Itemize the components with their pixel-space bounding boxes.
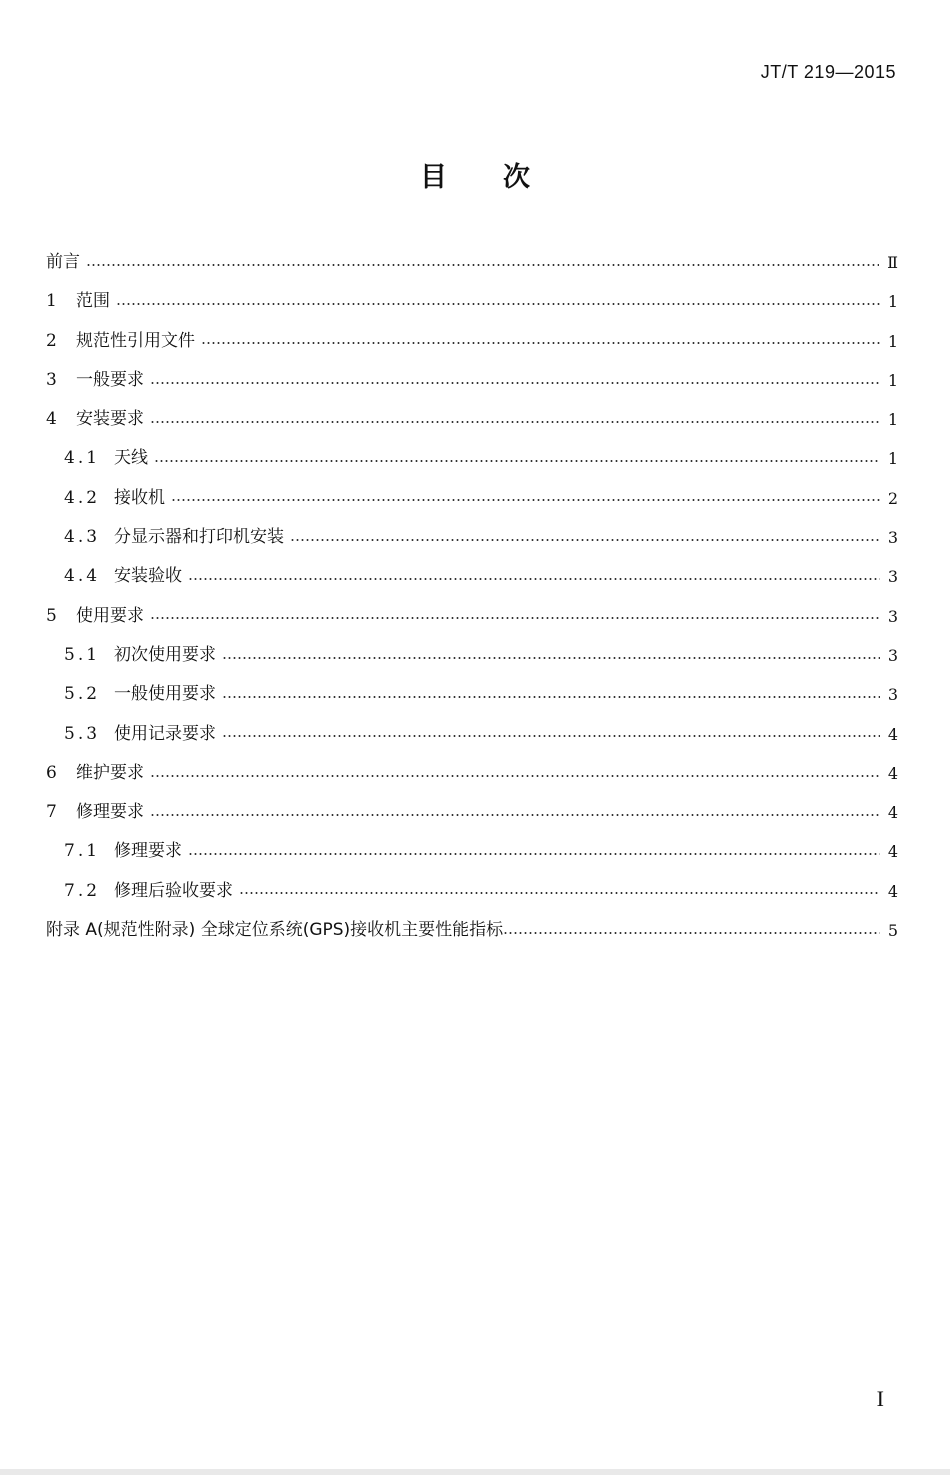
toc-entry[interactable] xyxy=(46,439,898,478)
page-bottom-edge xyxy=(0,1469,950,1475)
toc-entry-label: 前言 xyxy=(46,252,80,272)
toc-entry-page: 2 xyxy=(887,488,898,508)
toc-entry-page: 1 xyxy=(887,370,898,390)
toc-entry-number: 7.2 xyxy=(64,880,101,901)
toc-entry[interactable] xyxy=(46,400,898,439)
toc-entry[interactable] xyxy=(46,715,898,754)
toc-entry-page: 1 xyxy=(887,331,898,351)
toc-dot-leader xyxy=(222,696,880,698)
toc-dot-leader xyxy=(150,421,880,423)
toc-entry-label: 修理后验收要求 xyxy=(114,880,233,901)
toc-entry-page: 1 xyxy=(887,292,898,312)
toc-dot-leader xyxy=(150,814,880,816)
toc-dot-leader xyxy=(188,853,880,855)
toc-dot-leader xyxy=(188,578,880,580)
toc-entry-number: 1 xyxy=(46,291,58,312)
toc-entry-label: 安装要求 xyxy=(76,409,144,430)
toc-entry-number: 6 xyxy=(46,762,58,783)
toc-entry-label: 维护要求 xyxy=(76,762,144,783)
toc-entry-label: 附录 A(规范性附录) 全球定位系统(GPS)接收机主要性能指标 xyxy=(46,920,504,941)
toc-entry-label: 接收机 xyxy=(114,487,165,508)
toc-dot-leader xyxy=(290,539,880,541)
toc-entry-page: 4 xyxy=(887,881,898,901)
toc-entry-label: 天线 xyxy=(114,448,148,469)
toc-entry-page: 3 xyxy=(887,645,898,665)
toc-dot-leader xyxy=(150,382,880,384)
toc-entry[interactable] xyxy=(46,675,898,714)
toc-entry[interactable] xyxy=(46,793,898,832)
toc-entry-page: 4 xyxy=(887,803,898,823)
toc-entry-page: 1 xyxy=(887,410,898,430)
toc-entry[interactable] xyxy=(46,361,898,400)
toc-entry-label: 分显示器和打印机安装 xyxy=(114,527,284,548)
toc-entry-label: 一般要求 xyxy=(76,369,144,390)
toc-dot-leader xyxy=(86,264,879,266)
toc-entry-label: 初次使用要求 xyxy=(114,644,216,665)
toc-entry[interactable] xyxy=(46,282,898,321)
toc-entry[interactable] xyxy=(46,557,898,596)
toc-entry-page: 3 xyxy=(887,567,898,587)
toc-entry-label: 一般使用要求 xyxy=(114,684,216,705)
toc-entry-page: 4 xyxy=(887,724,898,744)
toc-dot-leader xyxy=(503,932,880,934)
toc-entry-number: 4.4 xyxy=(64,566,101,587)
toc-title: 目次 xyxy=(420,162,586,193)
toc-entry-number: 4.2 xyxy=(64,487,101,508)
toc-entry-label: 规范性引用文件 xyxy=(76,330,195,351)
toc-dot-leader xyxy=(222,657,880,659)
toc-entry[interactable] xyxy=(46,518,898,557)
page-number: I xyxy=(876,1386,884,1411)
toc-dot-leader xyxy=(222,735,880,737)
toc-entry-number: 4.1 xyxy=(64,448,101,469)
toc-entry-number: 7.1 xyxy=(64,841,101,862)
toc-entry-number: 4 xyxy=(46,409,58,430)
toc-entry-number: 4.3 xyxy=(64,527,101,548)
table-of-contents xyxy=(46,243,898,950)
toc-dot-leader xyxy=(154,460,880,462)
toc-entry[interactable] xyxy=(46,597,898,636)
toc-entry[interactable] xyxy=(46,479,898,518)
toc-entry-page: 4 xyxy=(887,763,898,783)
toc-entry[interactable] xyxy=(46,832,898,871)
toc-entry[interactable] xyxy=(46,872,898,911)
toc-entry[interactable] xyxy=(46,754,898,793)
toc-dot-leader xyxy=(171,499,880,501)
toc-entry-number: 5 xyxy=(46,605,58,626)
toc-entry-page: 3 xyxy=(887,606,898,626)
toc-entry-page: 5 xyxy=(887,921,898,941)
toc-entry-label: 安装验收 xyxy=(114,566,182,587)
toc-dot-leader xyxy=(116,303,880,305)
toc-entry[interactable] xyxy=(46,636,898,675)
toc-entry[interactable] xyxy=(46,243,898,282)
toc-entry-number: 5.1 xyxy=(64,644,101,665)
toc-entry[interactable] xyxy=(46,322,898,361)
toc-entry-label: 使用记录要求 xyxy=(114,723,216,744)
toc-entry-number: 5.3 xyxy=(64,723,101,744)
toc-dot-leader xyxy=(150,617,880,619)
toc-entry[interactable] xyxy=(46,911,898,950)
toc-entry-page: 4 xyxy=(887,842,898,862)
toc-entry-label: 使用要求 xyxy=(76,605,144,626)
toc-entry-label: 修理要求 xyxy=(114,841,182,862)
toc-dot-leader xyxy=(239,892,880,894)
toc-entry-number: 3 xyxy=(46,369,58,390)
toc-entry-label: 范围 xyxy=(76,291,110,312)
toc-entry-page: 3 xyxy=(887,685,898,705)
standard-code: JT/T 219—2015 xyxy=(760,62,896,82)
toc-entry-label: 修理要求 xyxy=(76,802,144,823)
toc-entry-number: 2 xyxy=(46,330,58,351)
toc-dot-leader xyxy=(150,775,880,777)
toc-dot-leader xyxy=(201,342,880,344)
toc-entry-page: 1 xyxy=(887,449,898,469)
toc-entry-number: 5.2 xyxy=(64,684,101,705)
toc-entry-number: 7 xyxy=(46,802,58,823)
toc-entry-page: 3 xyxy=(887,528,898,548)
toc-entry-page: Ⅱ xyxy=(887,253,898,272)
